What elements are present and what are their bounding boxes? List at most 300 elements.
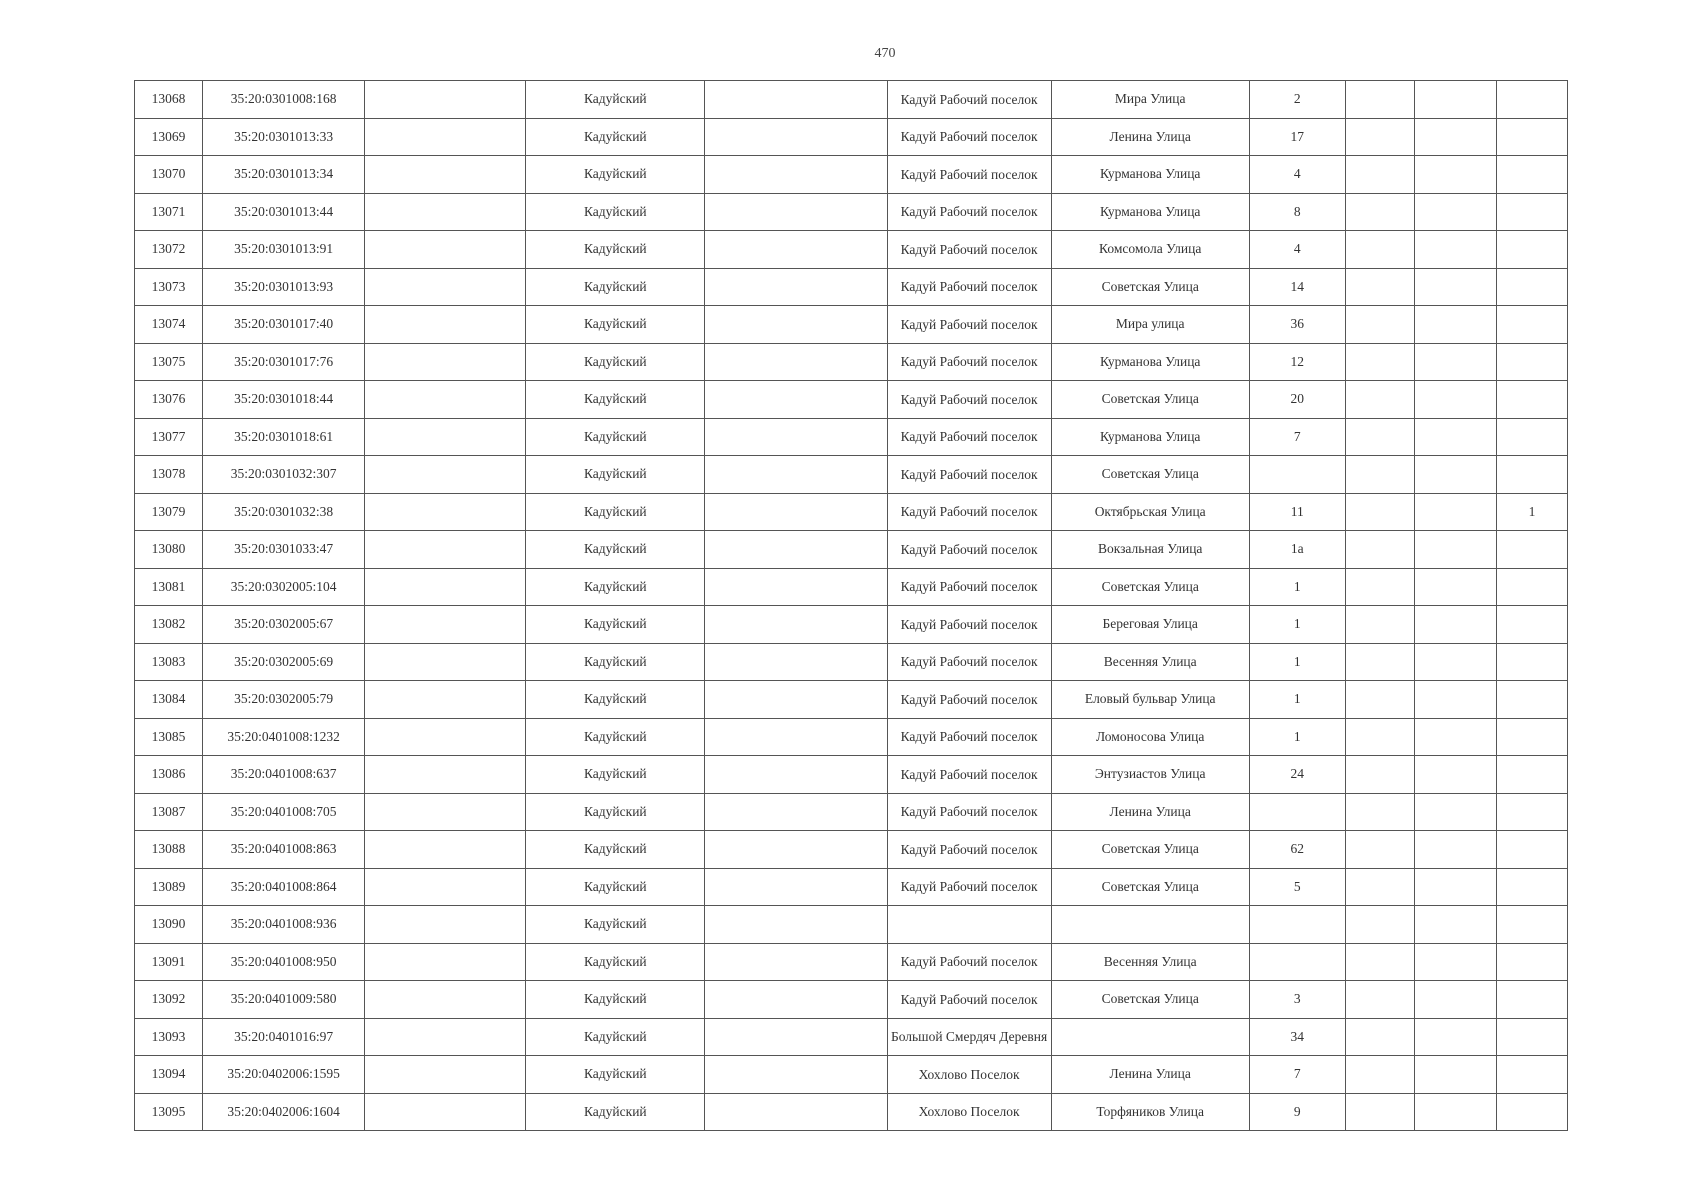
empty-cell <box>1345 981 1414 1019</box>
empty-cell <box>1414 643 1496 681</box>
empty-cell <box>365 531 526 569</box>
empty-cell <box>365 831 526 869</box>
empty-cell <box>365 81 526 119</box>
extra-value-cell <box>1496 156 1567 194</box>
street-cell: Весенняя Улица <box>1051 643 1249 681</box>
cadastral-number-cell: 35:20:0401008:936 <box>203 906 365 944</box>
extra-value-cell <box>1496 193 1567 231</box>
locality-cell: Кадуй Рабочий поселок <box>887 531 1051 569</box>
record-id-cell: 13093 <box>135 1018 203 1056</box>
empty-cell <box>1345 943 1414 981</box>
locality-cell: Кадуй Рабочий поселок <box>887 231 1051 269</box>
cadastral-number-cell: 35:20:0302005:104 <box>203 568 365 606</box>
empty-cell <box>1345 1018 1414 1056</box>
house-number-cell: 1 <box>1249 643 1345 681</box>
empty-cell <box>1414 193 1496 231</box>
cadastral-number-cell: 35:20:0301008:168 <box>203 81 365 119</box>
district-cell: Кадуйский <box>526 643 705 681</box>
district-cell: Кадуйский <box>526 606 705 644</box>
empty-cell <box>705 231 887 269</box>
empty-cell <box>1414 1056 1496 1094</box>
district-cell: Кадуйский <box>526 118 705 156</box>
table-row <box>135 343 1568 381</box>
street-cell: Весенняя Улица <box>1051 943 1249 981</box>
empty-cell <box>1414 306 1496 344</box>
street-cell: Курманова Улица <box>1051 156 1249 194</box>
record-id-cell: 13091 <box>135 943 203 981</box>
cadastral-number-cell: 35:20:0401016:97 <box>203 1018 365 1056</box>
table-row <box>135 231 1568 269</box>
empty-cell <box>1345 306 1414 344</box>
empty-cell <box>705 493 887 531</box>
district-cell: Кадуйский <box>526 831 705 869</box>
empty-cell <box>1414 831 1496 869</box>
empty-cell <box>705 1056 887 1094</box>
empty-cell <box>1345 1056 1414 1094</box>
empty-cell <box>1414 81 1496 119</box>
empty-cell <box>365 868 526 906</box>
empty-cell <box>365 306 526 344</box>
house-number-cell: 7 <box>1249 418 1345 456</box>
record-id-cell: 13070 <box>135 156 203 194</box>
empty-cell <box>1414 493 1496 531</box>
district-cell: Кадуйский <box>526 718 705 756</box>
district-cell: Кадуйский <box>526 268 705 306</box>
locality-cell: Кадуй Рабочий поселок <box>887 793 1051 831</box>
empty-cell <box>1414 868 1496 906</box>
empty-cell <box>705 868 887 906</box>
empty-cell <box>1414 981 1496 1019</box>
empty-cell <box>365 456 526 494</box>
empty-cell <box>1345 231 1414 269</box>
table-row <box>135 306 1568 344</box>
street-cell: Еловый бульвар Улица <box>1051 681 1249 719</box>
locality-cell: Кадуй Рабочий поселок <box>887 306 1051 344</box>
empty-cell <box>365 643 526 681</box>
empty-cell <box>365 1093 526 1131</box>
house-number-cell: 1а <box>1249 531 1345 569</box>
empty-cell <box>1345 381 1414 419</box>
district-cell: Кадуйский <box>526 1018 705 1056</box>
cadastral-number-cell: 35:20:0302005:67 <box>203 606 365 644</box>
district-cell: Кадуйский <box>526 418 705 456</box>
empty-cell <box>365 156 526 194</box>
table-row <box>135 156 1568 194</box>
table-row <box>135 493 1568 531</box>
locality-cell: Хохлово Поселок <box>887 1093 1051 1131</box>
empty-cell <box>1345 568 1414 606</box>
cadastral-number-cell: 35:20:0301032:307 <box>203 456 365 494</box>
empty-cell <box>1414 531 1496 569</box>
cadastral-number-cell: 35:20:0301013:34 <box>203 156 365 194</box>
district-cell: Кадуйский <box>526 531 705 569</box>
locality-cell: Кадуй Рабочий поселок <box>887 643 1051 681</box>
locality-cell: Кадуй Рабочий поселок <box>887 118 1051 156</box>
cadastral-number-cell: 35:20:0301013:44 <box>203 193 365 231</box>
extra-value-cell <box>1496 981 1567 1019</box>
house-number-cell: 1 <box>1249 606 1345 644</box>
extra-value-cell <box>1496 793 1567 831</box>
street-cell: Мира Улица <box>1051 81 1249 119</box>
district-cell: Кадуйский <box>526 568 705 606</box>
empty-cell <box>705 981 887 1019</box>
house-number-cell: 17 <box>1249 118 1345 156</box>
empty-cell <box>705 1018 887 1056</box>
record-id-cell: 13088 <box>135 831 203 869</box>
locality-cell: Хохлово Поселок <box>887 1056 1051 1094</box>
locality-cell: Кадуй Рабочий поселок <box>887 681 1051 719</box>
empty-cell <box>705 268 887 306</box>
record-id-cell: 13077 <box>135 418 203 456</box>
district-cell: Кадуйский <box>526 343 705 381</box>
extra-value-cell <box>1496 381 1567 419</box>
record-id-cell: 13080 <box>135 531 203 569</box>
empty-cell <box>365 493 526 531</box>
cadastral-number-cell: 35:20:0401008:1232 <box>203 718 365 756</box>
extra-value-cell <box>1496 868 1567 906</box>
table-row <box>135 81 1568 119</box>
empty-cell <box>1345 493 1414 531</box>
locality-cell: Кадуй Рабочий поселок <box>887 81 1051 119</box>
empty-cell <box>1414 756 1496 794</box>
record-id-cell: 13086 <box>135 756 203 794</box>
cadastral-number-cell: 35:20:0301013:33 <box>203 118 365 156</box>
extra-value-cell <box>1496 906 1567 944</box>
extra-value-cell <box>1496 756 1567 794</box>
district-cell: Кадуйский <box>526 456 705 494</box>
locality-cell: Кадуй Рабочий поселок <box>887 868 1051 906</box>
district-cell: Кадуйский <box>526 193 705 231</box>
street-cell: Курманова Улица <box>1051 193 1249 231</box>
empty-cell <box>705 118 887 156</box>
empty-cell <box>705 531 887 569</box>
record-id-cell: 13076 <box>135 381 203 419</box>
empty-cell <box>365 568 526 606</box>
cadastral-number-cell: 35:20:0402006:1604 <box>203 1093 365 1131</box>
street-cell: Советская Улица <box>1051 268 1249 306</box>
extra-value-cell <box>1496 718 1567 756</box>
empty-cell <box>1414 1018 1496 1056</box>
cadastral-number-cell: 35:20:0402006:1595 <box>203 1056 365 1094</box>
record-id-cell: 13069 <box>135 118 203 156</box>
record-id-cell: 13087 <box>135 793 203 831</box>
empty-cell <box>1345 531 1414 569</box>
record-id-cell: 13079 <box>135 493 203 531</box>
cadastral-number-cell: 35:20:0301018:44 <box>203 381 365 419</box>
empty-cell <box>365 906 526 944</box>
empty-cell <box>365 193 526 231</box>
street-cell: Энтузиастов Улица <box>1051 756 1249 794</box>
district-cell: Кадуйский <box>526 81 705 119</box>
empty-cell <box>365 681 526 719</box>
house-number-cell <box>1249 906 1345 944</box>
empty-cell <box>365 418 526 456</box>
empty-cell <box>365 756 526 794</box>
street-cell: Ленина Улица <box>1051 118 1249 156</box>
record-id-cell: 13084 <box>135 681 203 719</box>
empty-cell <box>705 306 887 344</box>
cadastral-number-cell: 35:20:0302005:79 <box>203 681 365 719</box>
empty-cell <box>1414 606 1496 644</box>
district-cell: Кадуйский <box>526 681 705 719</box>
house-number-cell: 3 <box>1249 981 1345 1019</box>
cadastral-number-cell: 35:20:0401008:864 <box>203 868 365 906</box>
record-id-cell: 13074 <box>135 306 203 344</box>
empty-cell <box>1345 606 1414 644</box>
extra-value-cell <box>1496 118 1567 156</box>
cadastral-number-cell: 35:20:0301017:76 <box>203 343 365 381</box>
empty-cell <box>365 268 526 306</box>
empty-cell <box>1414 231 1496 269</box>
empty-cell <box>1345 1093 1414 1131</box>
district-cell: Кадуйский <box>526 943 705 981</box>
district-cell: Кадуйский <box>526 1093 705 1131</box>
table-row <box>135 756 1568 794</box>
empty-cell <box>705 831 887 869</box>
table-row <box>135 268 1568 306</box>
empty-cell <box>705 81 887 119</box>
empty-cell <box>1414 681 1496 719</box>
house-number-cell: 4 <box>1249 156 1345 194</box>
cadastral-number-cell: 35:20:0401009:580 <box>203 981 365 1019</box>
empty-cell <box>365 943 526 981</box>
street-cell: Вокзальная Улица <box>1051 531 1249 569</box>
empty-cell <box>705 643 887 681</box>
table-row <box>135 418 1568 456</box>
street-cell: Торфяников Улица <box>1051 1093 1249 1131</box>
empty-cell <box>1345 793 1414 831</box>
empty-cell <box>1345 81 1414 119</box>
empty-cell <box>705 343 887 381</box>
cadastral-number-cell: 35:20:0301013:91 <box>203 231 365 269</box>
table-row <box>135 568 1568 606</box>
street-cell: Мира улица <box>1051 306 1249 344</box>
empty-cell <box>1414 1093 1496 1131</box>
house-number-cell: 14 <box>1249 268 1345 306</box>
empty-cell <box>365 343 526 381</box>
house-number-cell: 9 <box>1249 1093 1345 1131</box>
record-id-cell: 13085 <box>135 718 203 756</box>
house-number-cell: 4 <box>1249 231 1345 269</box>
street-cell: Комсомола Улица <box>1051 231 1249 269</box>
extra-value-cell <box>1496 418 1567 456</box>
cadastral-number-cell: 35:20:0302005:69 <box>203 643 365 681</box>
empty-cell <box>1414 156 1496 194</box>
table-row <box>135 793 1568 831</box>
locality-cell: Кадуй Рабочий поселок <box>887 568 1051 606</box>
locality-cell: Кадуй Рабочий поселок <box>887 156 1051 194</box>
empty-cell <box>1345 118 1414 156</box>
empty-cell <box>1414 418 1496 456</box>
empty-cell <box>705 606 887 644</box>
extra-value-cell: 1 <box>1496 493 1567 531</box>
table-row <box>135 831 1568 869</box>
record-id-cell: 13068 <box>135 81 203 119</box>
house-number-cell <box>1249 943 1345 981</box>
district-cell: Кадуйский <box>526 381 705 419</box>
cadastral-number-cell: 35:20:0301018:61 <box>203 418 365 456</box>
street-cell: Советская Улица <box>1051 456 1249 494</box>
empty-cell <box>1414 906 1496 944</box>
table-row <box>135 943 1568 981</box>
street-cell: Советская Улица <box>1051 831 1249 869</box>
street-cell: Ленина Улица <box>1051 1056 1249 1094</box>
empty-cell <box>1345 343 1414 381</box>
cadastral-number-cell: 35:20:0301032:38 <box>203 493 365 531</box>
house-number-cell: 2 <box>1249 81 1345 119</box>
table-row <box>135 906 1568 944</box>
record-id-cell: 13078 <box>135 456 203 494</box>
street-cell: Ленина Улица <box>1051 793 1249 831</box>
empty-cell <box>1345 156 1414 194</box>
empty-cell <box>705 456 887 494</box>
table-row <box>135 643 1568 681</box>
empty-cell <box>705 381 887 419</box>
house-number-cell: 1 <box>1249 568 1345 606</box>
street-cell: Советская Улица <box>1051 568 1249 606</box>
locality-cell: Кадуй Рабочий поселок <box>887 493 1051 531</box>
house-number-cell: 11 <box>1249 493 1345 531</box>
table-row <box>135 1093 1568 1131</box>
extra-value-cell <box>1496 643 1567 681</box>
house-number-cell: 34 <box>1249 1018 1345 1056</box>
cadastral-number-cell: 35:20:0401008:863 <box>203 831 365 869</box>
empty-cell <box>705 793 887 831</box>
street-cell: Советская Улица <box>1051 868 1249 906</box>
house-number-cell: 62 <box>1249 831 1345 869</box>
district-cell: Кадуйский <box>526 981 705 1019</box>
record-id-cell: 13073 <box>135 268 203 306</box>
district-cell: Кадуйский <box>526 756 705 794</box>
empty-cell <box>705 718 887 756</box>
table-row <box>135 718 1568 756</box>
table-row <box>135 381 1568 419</box>
extra-value-cell <box>1496 943 1567 981</box>
empty-cell <box>1345 193 1414 231</box>
extra-value-cell <box>1496 681 1567 719</box>
house-number-cell: 7 <box>1249 1056 1345 1094</box>
extra-value-cell <box>1496 306 1567 344</box>
empty-cell <box>1345 268 1414 306</box>
district-cell: Кадуйский <box>526 156 705 194</box>
street-cell: Курманова Улица <box>1051 343 1249 381</box>
extra-value-cell <box>1496 1018 1567 1056</box>
empty-cell <box>1414 793 1496 831</box>
registry-table <box>134 80 1568 1131</box>
locality-cell: Кадуй Рабочий поселок <box>887 606 1051 644</box>
extra-value-cell <box>1496 606 1567 644</box>
district-cell: Кадуйский <box>526 1056 705 1094</box>
street-cell: Советская Улица <box>1051 381 1249 419</box>
locality-cell: Кадуй Рабочий поселок <box>887 831 1051 869</box>
empty-cell <box>365 718 526 756</box>
record-id-cell: 13072 <box>135 231 203 269</box>
empty-cell <box>705 156 887 194</box>
house-number-cell: 36 <box>1249 306 1345 344</box>
locality-cell: Кадуй Рабочий поселок <box>887 343 1051 381</box>
street-cell <box>1051 906 1249 944</box>
empty-cell <box>1414 456 1496 494</box>
empty-cell <box>365 118 526 156</box>
locality-cell: Кадуй Рабочий поселок <box>887 943 1051 981</box>
record-id-cell: 13082 <box>135 606 203 644</box>
empty-cell <box>705 681 887 719</box>
record-id-cell: 13081 <box>135 568 203 606</box>
district-cell: Кадуйский <box>526 231 705 269</box>
locality-cell: Большой Смердяч Деревня <box>887 1018 1051 1056</box>
table-row <box>135 118 1568 156</box>
street-cell: Береговая Улица <box>1051 606 1249 644</box>
table-row <box>135 193 1568 231</box>
empty-cell <box>705 943 887 981</box>
empty-cell <box>365 981 526 1019</box>
extra-value-cell <box>1496 831 1567 869</box>
table-row <box>135 531 1568 569</box>
extra-value-cell <box>1496 81 1567 119</box>
cadastral-number-cell: 35:20:0301013:93 <box>203 268 365 306</box>
empty-cell <box>1345 643 1414 681</box>
locality-cell: Кадуй Рабочий поселок <box>887 193 1051 231</box>
table-row <box>135 981 1568 1019</box>
record-id-cell: 13094 <box>135 1056 203 1094</box>
house-number-cell: 20 <box>1249 381 1345 419</box>
table-row <box>135 1056 1568 1094</box>
empty-cell <box>1345 756 1414 794</box>
extra-value-cell <box>1496 268 1567 306</box>
extra-value-cell <box>1496 1093 1567 1131</box>
empty-cell <box>1345 718 1414 756</box>
empty-cell <box>365 381 526 419</box>
empty-cell <box>1345 681 1414 719</box>
page-number: 470 <box>874 46 896 61</box>
empty-cell <box>1414 718 1496 756</box>
extra-value-cell <box>1496 231 1567 269</box>
extra-value-cell <box>1496 1056 1567 1094</box>
street-cell: Ломоносова Улица <box>1051 718 1249 756</box>
empty-cell <box>1414 118 1496 156</box>
street-cell <box>1051 1018 1249 1056</box>
house-number-cell <box>1249 456 1345 494</box>
locality-cell: Кадуй Рабочий поселок <box>887 268 1051 306</box>
house-number-cell <box>1249 793 1345 831</box>
empty-cell <box>1345 906 1414 944</box>
empty-cell <box>1345 418 1414 456</box>
empty-cell <box>1414 381 1496 419</box>
record-id-cell: 13092 <box>135 981 203 1019</box>
empty-cell <box>365 231 526 269</box>
locality-cell <box>887 906 1051 944</box>
table-row <box>135 456 1568 494</box>
empty-cell <box>1345 456 1414 494</box>
empty-cell <box>705 906 887 944</box>
empty-cell <box>1345 831 1414 869</box>
table-row <box>135 1018 1568 1056</box>
locality-cell: Кадуй Рабочий поселок <box>887 418 1051 456</box>
house-number-cell: 8 <box>1249 193 1345 231</box>
empty-cell <box>705 418 887 456</box>
street-cell: Октябрьская Улица <box>1051 493 1249 531</box>
district-cell: Кадуйский <box>526 306 705 344</box>
empty-cell <box>1414 568 1496 606</box>
extra-value-cell <box>1496 568 1567 606</box>
table-row <box>135 681 1568 719</box>
cadastral-number-cell: 35:20:0401008:637 <box>203 756 365 794</box>
house-number-cell: 5 <box>1249 868 1345 906</box>
empty-cell <box>365 793 526 831</box>
record-id-cell: 13083 <box>135 643 203 681</box>
house-number-cell: 1 <box>1249 681 1345 719</box>
district-cell: Кадуйский <box>526 906 705 944</box>
